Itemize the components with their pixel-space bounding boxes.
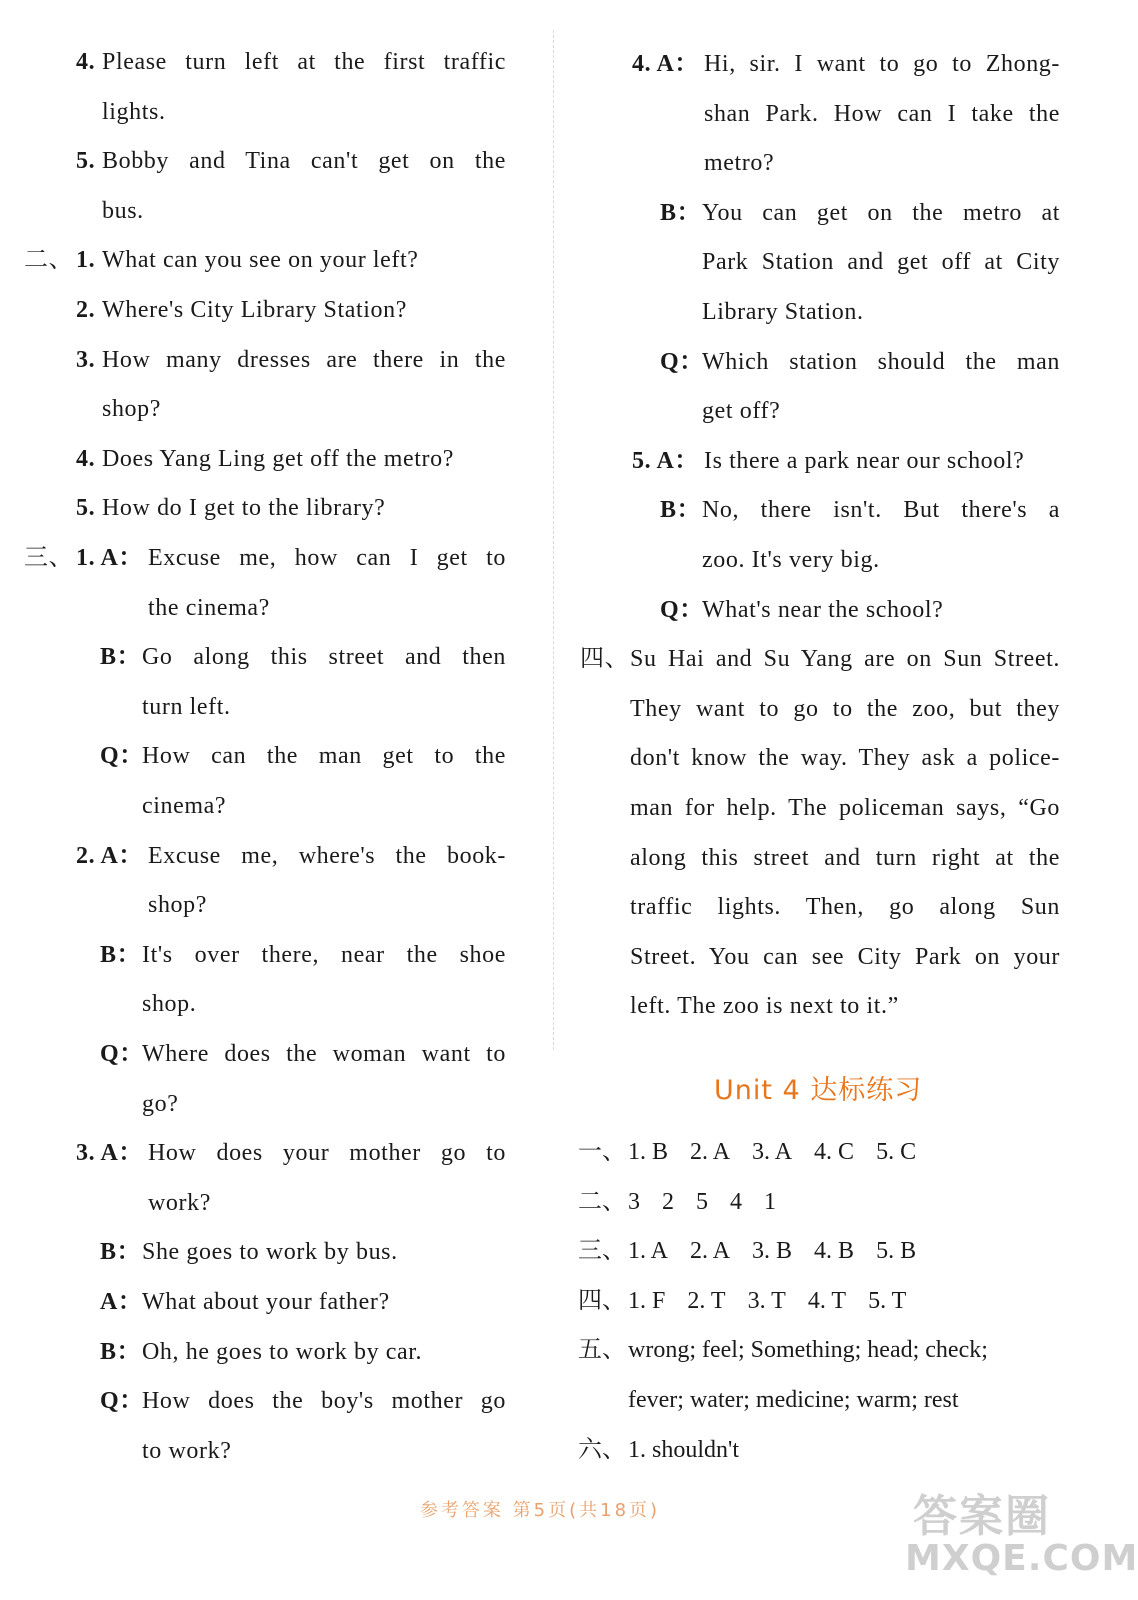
answer-item: 3 — [628, 1188, 640, 1215]
answer-row: wrong; feel; Something; head; check; — [628, 1337, 988, 1364]
text-line: left. The zoo is next to it.” — [630, 993, 899, 1020]
section-marker: 六、 — [578, 1436, 626, 1463]
section-marker: 三、 — [578, 1238, 626, 1265]
text-line: lights. — [102, 98, 166, 125]
watermark-logo — [905, 1480, 1138, 1590]
item-label: Q： — [660, 596, 704, 623]
item-label: B： — [660, 497, 702, 524]
answer-item: 1. A — [628, 1238, 669, 1265]
text-line: Where's City Library Station? — [102, 297, 407, 323]
item-label: B： — [100, 1239, 142, 1266]
page-footer: 参考答案 第5页(共18页) — [419, 1500, 661, 1521]
text-line: How does your mother go to — [148, 1140, 506, 1167]
item-label: 4. — [76, 49, 96, 75]
text-line: man for help. The policeman says, “Go — [630, 795, 1060, 821]
item-label: Q： — [100, 1041, 144, 1067]
answer-item: 5. C — [876, 1139, 917, 1165]
text-line: go? — [142, 1090, 179, 1117]
column-divider — [553, 30, 554, 1050]
answer-item: 4. C — [814, 1139, 855, 1165]
text-line: No, there isn't. But there's a — [702, 497, 1060, 524]
text-line: How do I get to the library? — [102, 495, 386, 522]
item-label: 2. — [76, 297, 96, 323]
answer-item: 3. B — [752, 1238, 793, 1265]
text-line: Oh, he goes to work by car. — [142, 1338, 423, 1365]
answer-item: 2 — [662, 1188, 674, 1215]
answer-item: 4 — [730, 1188, 742, 1215]
text-line: It's over there, near the shoe — [142, 941, 506, 968]
answer-row: 1. shouldn't — [628, 1436, 739, 1463]
text-line: Library Station. — [702, 299, 864, 325]
text-line: Bobby and Tina can't get on the — [102, 148, 506, 175]
item-label: 4. A： — [632, 51, 700, 77]
answer-item: 2. T — [687, 1287, 726, 1314]
text-line: Street. You can see City Park on your — [630, 943, 1060, 970]
item-label: 1. — [76, 247, 96, 274]
item-label: 3. A： — [76, 1140, 144, 1167]
text-line: Does Yang Ling get off the metro? — [102, 445, 454, 472]
watermark-url: MXQE.COM — [905, 1538, 1138, 1579]
item-label: Q： — [100, 743, 144, 770]
section-marker: 一、 — [578, 1139, 626, 1165]
text-line: Hi, sir. I want to go to Zhong- — [704, 51, 1060, 77]
text-line: to work? — [142, 1437, 232, 1464]
section-marker: 四、 — [580, 646, 630, 673]
answer-item: 4. B — [814, 1238, 855, 1265]
text-line: Where does the woman want to — [142, 1041, 506, 1067]
text-line: zoo. It's very big. — [702, 547, 880, 573]
watermark-text: 答案圈 — [913, 1491, 1051, 1542]
text-line: along this street and turn right at the — [630, 844, 1060, 871]
section-marker: 四、 — [578, 1287, 626, 1314]
item-label: A： — [100, 1289, 143, 1315]
item-label: 5. A： — [632, 447, 700, 474]
text-line: Which station should the man — [702, 348, 1060, 375]
text-line: shop. — [142, 991, 197, 1018]
answer-item: 1. F — [628, 1287, 666, 1314]
item-label: Q： — [660, 348, 704, 375]
item-label: 2. A： — [76, 842, 144, 869]
text-line: don't know the way. They ask a police- — [630, 745, 1060, 772]
text-line: What's near the school? — [702, 596, 944, 623]
item-label: 5. — [76, 148, 96, 175]
item-label: B： — [100, 644, 142, 671]
text-line: get off? — [702, 398, 781, 425]
text-line: turn left. — [142, 693, 231, 720]
text-line: How many dresses are there in the — [102, 346, 506, 373]
text-line: shan Park. How can I take the — [704, 100, 1060, 127]
text-line: You can get on the metro at — [702, 199, 1060, 226]
section-marker: 五、 — [578, 1337, 626, 1364]
text-line: How does the boy's mother go — [142, 1388, 506, 1415]
answer-row — [628, 1136, 938, 1168]
text-line: Go along this street and then — [142, 644, 506, 671]
text-line: Please turn left at the first traffic — [102, 49, 506, 75]
section-marker: 三、 — [24, 545, 74, 571]
text-line: Park Station and get off at City — [702, 249, 1060, 276]
item-label: B： — [100, 1338, 142, 1365]
text-line: They want to go to the zoo, but they — [630, 695, 1060, 722]
text-line: Excuse me, how can I get to — [148, 545, 506, 571]
answer-item: 1. B — [628, 1139, 669, 1165]
item-label: B： — [100, 941, 142, 968]
text-line: metro? — [704, 150, 775, 177]
answer-item: 5. B — [876, 1238, 917, 1265]
item-label: 5. — [76, 495, 96, 522]
text-line: the cinema? — [148, 594, 270, 621]
text-line: bus. — [102, 197, 144, 224]
text-line: What can you see on your left? — [102, 247, 419, 274]
unit-title: Unit 4 达标练习 — [714, 1075, 923, 1106]
item-label: Q： — [100, 1388, 144, 1415]
section-marker: 二、 — [578, 1188, 626, 1215]
answer-row — [628, 1186, 798, 1218]
text-line: traffic lights. Then, go along Sun — [630, 894, 1060, 921]
text-line: How can the man get to the — [142, 743, 506, 770]
answer-row: fever; water; medicine; warm; rest — [628, 1387, 959, 1413]
item-label: 3. — [76, 346, 96, 373]
text-line: What about your father? — [142, 1289, 390, 1315]
answer-item: 3. A — [752, 1139, 793, 1165]
answer-row — [628, 1285, 928, 1317]
answer-item: 3. T — [747, 1287, 786, 1314]
text-line: She goes to work by bus. — [142, 1239, 398, 1266]
answer-row — [628, 1235, 938, 1267]
text-line: cinema? — [142, 793, 227, 819]
text-line: Excuse me, where's the book- — [148, 842, 506, 869]
text-line: work? — [148, 1189, 211, 1216]
text-line: Su Hai and Su Yang are on Sun Street. — [630, 646, 1060, 673]
answer-item: 5. T — [868, 1287, 907, 1314]
text-line: shop? — [148, 892, 207, 919]
text-line: Is there a park near our school? — [704, 447, 1025, 474]
answer-item: 4. T — [807, 1287, 847, 1314]
item-label: 1. A： — [76, 545, 144, 571]
text-line: shop? — [102, 396, 161, 423]
item-label: B： — [660, 199, 702, 226]
answer-item: 5 — [696, 1188, 708, 1215]
answer-item: 2. A — [690, 1139, 731, 1165]
answer-item: 1 — [764, 1188, 776, 1215]
item-label: 4. — [76, 445, 96, 472]
answer-item: 2. A — [690, 1238, 731, 1265]
section-marker: 二、 — [24, 247, 74, 274]
